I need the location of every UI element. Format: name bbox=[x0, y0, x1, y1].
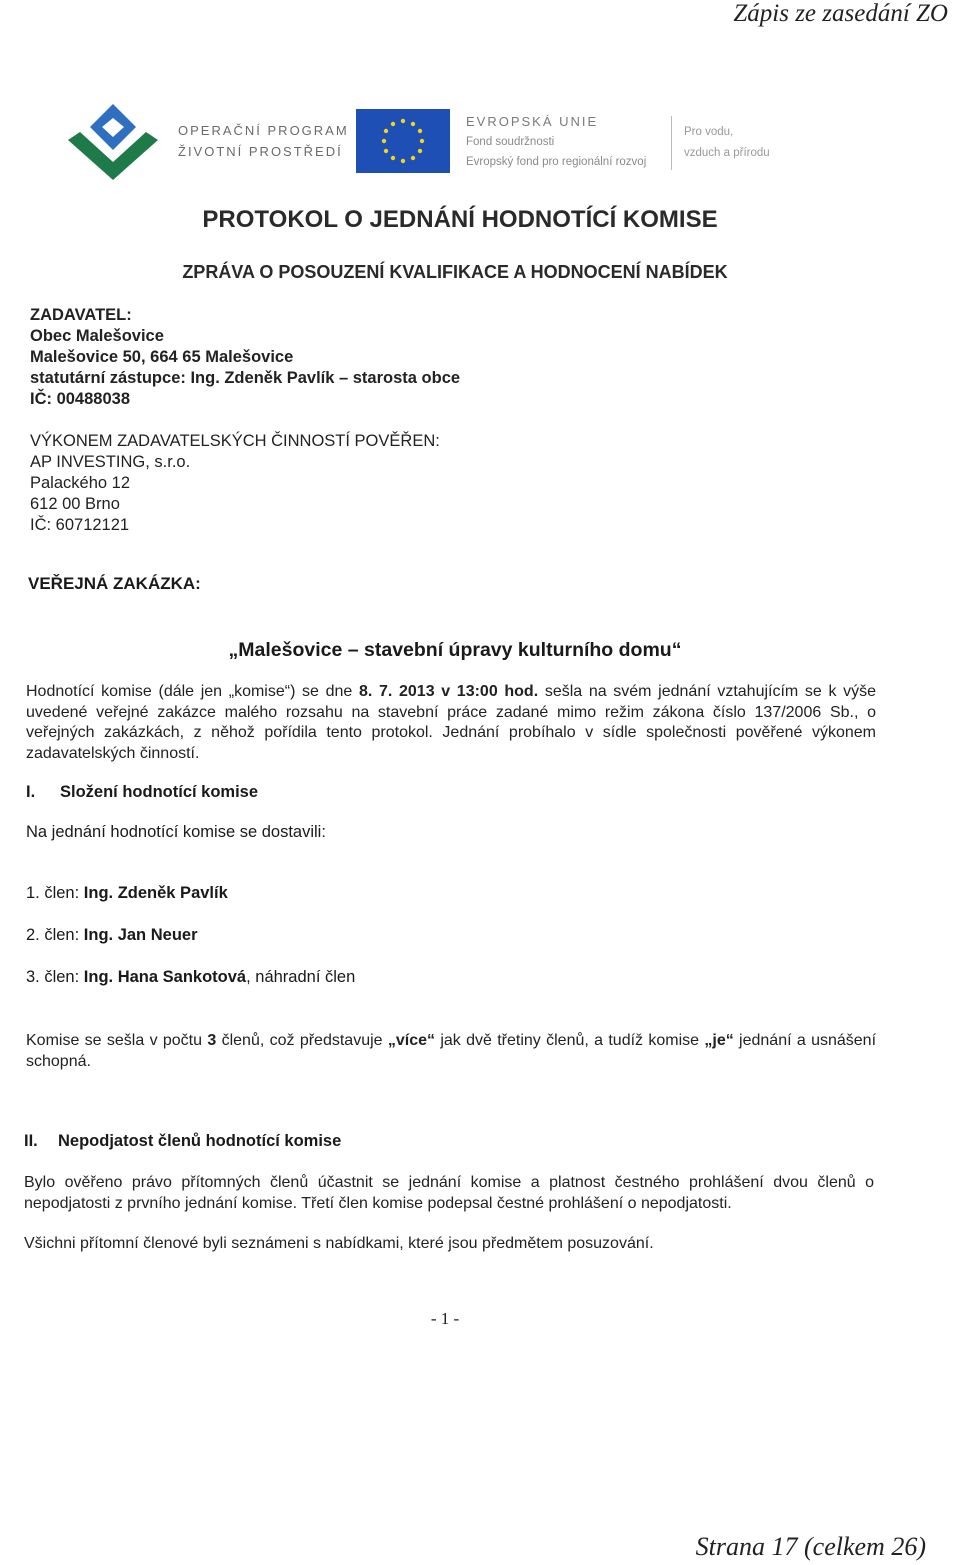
zakazka-name: „Malešovice – stavební úpravy kulturního domu“ bbox=[228, 639, 682, 661]
op-zp-logo-icon bbox=[64, 102, 162, 182]
zadavatel-heading: ZADAVATEL: bbox=[30, 306, 132, 324]
intro-part-1: Hodnotící komise (dále jen „komise“) se dne bbox=[26, 683, 359, 700]
attended-text: Na jednání hodnotící komise se dostavili: bbox=[26, 823, 326, 841]
section-2-number: II. bbox=[24, 1132, 38, 1150]
vykonem-city: 612 00 Brno bbox=[30, 495, 120, 513]
vykonem-block bbox=[30, 431, 440, 536]
member-note: , náhradní člen bbox=[246, 968, 356, 986]
eu-flag-icon bbox=[356, 109, 450, 173]
op-line-2: ŽIVOTNÍ PROSTŘEDÍ bbox=[178, 144, 343, 159]
section-2-heading bbox=[24, 1132, 341, 1151]
eu-stars-icon bbox=[356, 109, 450, 173]
zadavatel-address: Malešovice 50, 664 65 Malešovice bbox=[30, 348, 294, 366]
vykonem-name: AP INVESTING, s.r.o. bbox=[30, 453, 191, 471]
section-1-number: I. bbox=[26, 783, 36, 801]
section-2-title: Nepodjatost členů hodnotící komise bbox=[58, 1132, 342, 1150]
member-name: Ing. Jan Neuer bbox=[83, 926, 198, 944]
list-item bbox=[26, 926, 198, 945]
zadavatel-ic: IČ: 00488038 bbox=[30, 390, 130, 408]
slogan-line-1: Pro vodu, bbox=[684, 126, 734, 138]
logo-strip bbox=[64, 96, 784, 182]
page-number: - 1 - bbox=[430, 1309, 460, 1328]
member-name: Ing. Zdeněk Pavlík bbox=[83, 884, 228, 902]
op-line-1: OPERAČNÍ PROGRAM bbox=[178, 123, 349, 138]
eu-line-1: EVROPSKÁ UNIE bbox=[466, 114, 599, 129]
vykonem-heading: VÝKONEM ZADAVATELSKÝCH ČINNOSTÍ POVĚŘEN: bbox=[30, 432, 440, 450]
list-item bbox=[26, 968, 355, 987]
nepodjatost-paragraph: Bylo ověřeno právo přítomných členů účastnit se jednání komise a platnost čestného prohlášení dvou členů o nepodjatosti z prvního jednání komise. Třetí člen komise podepsal čestné prohlášení o nepodjatosti. bbox=[24, 1174, 874, 1212]
eu-line-2: Fond soudržnosti bbox=[466, 136, 555, 148]
meeting-date: 8. 7. 2013 v 13:00 hod. bbox=[358, 683, 539, 700]
list-item bbox=[26, 884, 228, 903]
document-title: PROTOKOL O JEDNÁNÍ HODNOTÍCÍ KOMISE bbox=[202, 206, 718, 233]
document-header-label: Zápis ze zasedání ZO bbox=[733, 0, 948, 27]
member-name: Ing. Hana Sankotová bbox=[83, 968, 247, 986]
quorum-part-1: Komise se sešla v počtu bbox=[26, 1032, 208, 1049]
quorum-paragraph bbox=[26, 1031, 876, 1072]
logo-divider bbox=[671, 116, 672, 170]
footer-page-label: Strana 17 (celkem 26) bbox=[695, 1532, 926, 1561]
zakazka-heading: VEŘEJNÁ ZAKÁZKA: bbox=[28, 574, 201, 593]
quorum-part-2: členů, což představuje bbox=[216, 1032, 388, 1049]
document-subtitle: ZPRÁVA O POSOUZENÍ KVALIFIKACE A HODNOCENÍ NABÍDEK bbox=[182, 262, 728, 282]
member-label: 2. člen: bbox=[26, 926, 84, 944]
quorum-more: „více“ bbox=[387, 1032, 436, 1049]
quorum-part-4: jednání a usnášení schopná. bbox=[26, 1032, 877, 1070]
quorum-count: 3 bbox=[207, 1032, 217, 1049]
member-label: 1. člen: bbox=[26, 884, 84, 902]
slogan-line-2: vzduch a přírodu bbox=[684, 147, 770, 159]
offers-paragraph: Všichni přítomní členové byli seznámeni s nabídkami, které jsou předmětem posuzování. bbox=[24, 1235, 654, 1252]
section-1-title: Složení hodnotící komise bbox=[60, 783, 259, 801]
vykonem-street: Palackého 12 bbox=[30, 474, 130, 492]
intro-part-2: sešla na svém jednání vztahujícím se k výše uvedené veřejné zakázce malého rozsahu na stavební práce zadané mimo režim zákona číslo 137/2006 Sb., o veřejných zakázkách, z něhož pořídila tento protokol. Jednání probíhalo v sídle společnosti pověřené výkonem zadavatelských činností. bbox=[26, 683, 877, 762]
section-1-heading bbox=[26, 783, 258, 802]
vykonem-ic: IČ: 60712121 bbox=[30, 516, 130, 534]
zadavatel-representative: statutární zástupce: Ing. Zdeněk Pavlík – starosta obce bbox=[30, 369, 461, 387]
zadavatel-block bbox=[30, 305, 460, 410]
slogan-text bbox=[684, 122, 770, 164]
op-zp-logo-text bbox=[178, 120, 349, 162]
zadavatel-name: Obec Malešovice bbox=[30, 327, 164, 345]
quorum-is: „je“ bbox=[704, 1032, 734, 1049]
intro-paragraph bbox=[26, 682, 876, 764]
member-label: 3. člen: bbox=[26, 968, 84, 986]
eu-logo-text bbox=[466, 112, 646, 172]
eu-line-3: Evropský fond pro regionální rozvoj bbox=[466, 156, 647, 168]
quorum-part-3: jak dvě třetiny členů, a tudíž komise bbox=[435, 1032, 705, 1049]
